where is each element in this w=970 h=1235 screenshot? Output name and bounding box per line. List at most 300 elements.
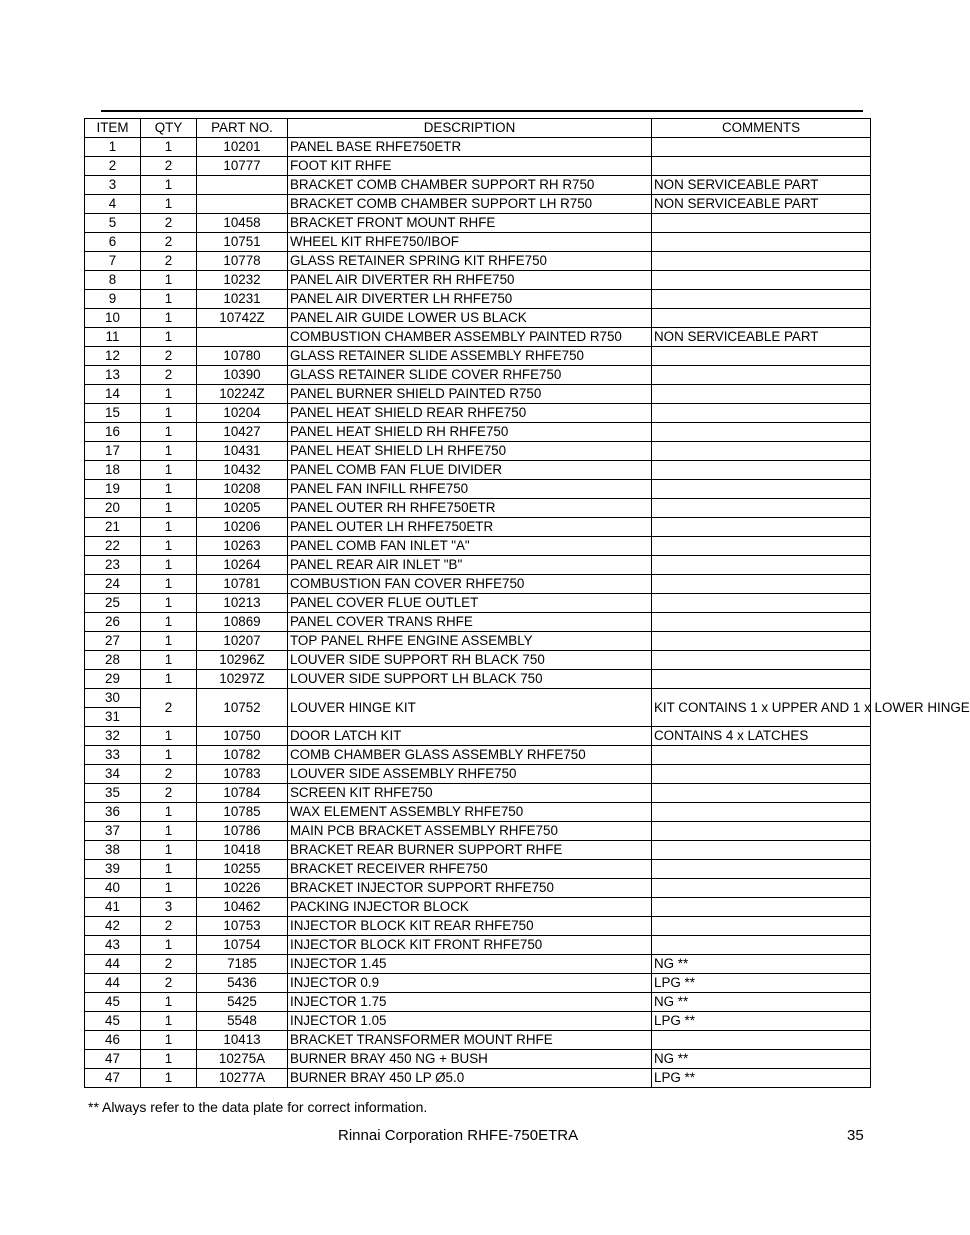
table-row xyxy=(85,195,871,214)
table-row xyxy=(85,385,871,404)
comments-cell xyxy=(652,765,871,784)
qty-cell: 1 xyxy=(141,613,197,632)
part-no-cell: 10782 xyxy=(197,746,288,765)
qty-cell: 1 xyxy=(141,632,197,651)
item-cell: 22 xyxy=(85,537,141,556)
part-no-cell: 10751 xyxy=(197,233,288,252)
item-cell: 33 xyxy=(85,746,141,765)
table-row xyxy=(85,252,871,271)
item-cell: 9 xyxy=(85,290,141,309)
item-cell: 8 xyxy=(85,271,141,290)
item-cell: 3 xyxy=(85,176,141,195)
footer-title: Rinnai Corporation RHFE-750ETRA xyxy=(338,1127,579,1144)
table-row xyxy=(85,955,871,974)
description-cell: PANEL HEAT SHIELD REAR RHFE750 xyxy=(288,404,652,423)
description-cell: PANEL HEAT SHIELD LH RHFE750 xyxy=(288,442,652,461)
description-cell: PANEL HEAT SHIELD RH RHFE750 xyxy=(288,423,652,442)
item-cell: 26 xyxy=(85,613,141,632)
part-no-cell: 5548 xyxy=(197,1012,288,1031)
description-cell: BURNER BRAY 450 LP Ø5.0 xyxy=(288,1069,652,1088)
qty-cell: 1 xyxy=(141,803,197,822)
comments-cell xyxy=(652,480,871,499)
comments-cell xyxy=(652,347,871,366)
description-cell: BRACKET TRANSFORMER MOUNT RHFE xyxy=(288,1031,652,1050)
qty-cell: 2 xyxy=(141,157,197,176)
qty-cell: 1 xyxy=(141,537,197,556)
description-cell: LOUVER SIDE SUPPORT LH BLACK 750 xyxy=(288,670,652,689)
table-row xyxy=(85,822,871,841)
table-body-merged xyxy=(85,689,970,727)
qty-cell: 1 xyxy=(141,271,197,290)
description-cell: BURNER BRAY 450 NG + BUSH xyxy=(288,1050,652,1069)
item-cell: 24 xyxy=(85,575,141,594)
qty-cell: 1 xyxy=(141,461,197,480)
comments-cell: NON SERVICEABLE PART xyxy=(652,328,871,347)
part-no-cell: 10390 xyxy=(197,366,288,385)
part-no-cell: 10777 xyxy=(197,157,288,176)
table-row xyxy=(85,480,871,499)
description-cell: LOUVER HINGE KIT xyxy=(288,689,652,727)
part-no-cell: 10780 xyxy=(197,347,288,366)
part-no-cell xyxy=(197,176,288,195)
qty-cell: 1 xyxy=(141,1050,197,1069)
item-cell: 23 xyxy=(85,556,141,575)
comments-cell: LPG ** xyxy=(652,1069,871,1088)
description-cell: PANEL COVER FLUE OUTLET xyxy=(288,594,652,613)
header-part-no: PART NO. xyxy=(197,119,288,138)
part-no-cell: 10263 xyxy=(197,537,288,556)
item-cell: 20 xyxy=(85,499,141,518)
header-description: DESCRIPTION xyxy=(288,119,652,138)
comments-cell xyxy=(652,309,871,328)
qty-cell: 1 xyxy=(141,727,197,746)
description-cell: LOUVER SIDE SUPPORT RH BLACK 750 xyxy=(288,651,652,670)
table-row xyxy=(85,537,871,556)
table-row xyxy=(85,993,871,1012)
header-qty: QTY xyxy=(141,119,197,138)
comments-cell xyxy=(652,138,871,157)
table-row xyxy=(85,157,871,176)
comments-cell xyxy=(652,803,871,822)
qty-cell: 1 xyxy=(141,309,197,328)
comments-cell xyxy=(652,290,871,309)
part-no-cell: 10264 xyxy=(197,556,288,575)
table-row xyxy=(85,233,871,252)
comments-cell xyxy=(652,936,871,955)
part-no-cell: 10786 xyxy=(197,822,288,841)
item-cell: 6 xyxy=(85,233,141,252)
comments-cell xyxy=(652,860,871,879)
part-no-cell: 10784 xyxy=(197,784,288,803)
qty-cell: 1 xyxy=(141,594,197,613)
item-cell: 10 xyxy=(85,309,141,328)
table-row xyxy=(85,214,871,233)
qty-cell: 1 xyxy=(141,499,197,518)
table-row xyxy=(85,841,871,860)
qty-cell: 1 xyxy=(141,746,197,765)
qty-cell: 2 xyxy=(141,689,197,727)
qty-cell: 1 xyxy=(141,936,197,955)
table-row xyxy=(85,347,871,366)
table-row xyxy=(85,575,871,594)
part-no-cell: 10255 xyxy=(197,860,288,879)
item-cell: 19 xyxy=(85,480,141,499)
item-cell: 35 xyxy=(85,784,141,803)
qty-cell: 1 xyxy=(141,822,197,841)
description-cell: INJECTOR BLOCK KIT REAR RHFE750 xyxy=(288,917,652,936)
top-horizontal-rule xyxy=(101,110,863,112)
part-no-cell: 10418 xyxy=(197,841,288,860)
table-row xyxy=(85,271,871,290)
item-cell: 18 xyxy=(85,461,141,480)
comments-cell: NG ** xyxy=(652,1050,871,1069)
part-no-cell: 10753 xyxy=(197,917,288,936)
comments-cell: KIT CONTAINS 1 x UPPER AND 1 x LOWER HINGE xyxy=(652,689,871,727)
description-cell: PANEL REAR AIR INLET "B" xyxy=(288,556,652,575)
qty-cell: 1 xyxy=(141,651,197,670)
qty-cell: 1 xyxy=(141,841,197,860)
item-cell: 38 xyxy=(85,841,141,860)
comments-cell xyxy=(652,423,871,442)
table-row xyxy=(85,594,871,613)
description-cell: SCREEN KIT RHFE750 xyxy=(288,784,652,803)
comments-cell xyxy=(652,898,871,917)
table-row xyxy=(85,309,871,328)
qty-cell: 1 xyxy=(141,670,197,689)
table-row xyxy=(85,328,871,347)
qty-cell: 1 xyxy=(141,518,197,537)
description-cell: WAX ELEMENT ASSEMBLY RHFE750 xyxy=(288,803,652,822)
item-cell: 44 xyxy=(85,955,141,974)
part-no-cell: 10427 xyxy=(197,423,288,442)
part-no-cell: 10277A xyxy=(197,1069,288,1088)
description-cell: LOUVER SIDE ASSEMBLY RHFE750 xyxy=(288,765,652,784)
qty-cell: 1 xyxy=(141,556,197,575)
table-body-upper xyxy=(85,138,871,689)
comments-cell xyxy=(652,233,871,252)
item-cell: 45 xyxy=(85,993,141,1012)
part-no-cell: 10431 xyxy=(197,442,288,461)
item-cell: 27 xyxy=(85,632,141,651)
item-cell: 15 xyxy=(85,404,141,423)
comments-cell xyxy=(652,632,871,651)
part-no-cell xyxy=(197,328,288,347)
table-row xyxy=(85,613,871,632)
comments-cell: LPG ** xyxy=(652,1012,871,1031)
qty-cell: 2 xyxy=(141,233,197,252)
table-row xyxy=(85,1069,871,1088)
comments-cell xyxy=(652,404,871,423)
item-cell: 25 xyxy=(85,594,141,613)
description-cell: TOP PANEL RHFE ENGINE ASSEMBLY xyxy=(288,632,652,651)
table-row xyxy=(85,556,871,575)
description-cell: PACKING INJECTOR BLOCK xyxy=(288,898,652,917)
description-cell: INJECTOR 0.9 xyxy=(288,974,652,993)
table-row xyxy=(85,461,871,480)
table-row xyxy=(85,917,871,936)
qty-cell: 2 xyxy=(141,765,197,784)
description-cell: GLASS RETAINER SPRING KIT RHFE750 xyxy=(288,252,652,271)
table-row xyxy=(85,423,871,442)
parts-table xyxy=(84,118,970,1088)
comments-cell: NG ** xyxy=(652,993,871,1012)
comments-cell xyxy=(652,841,871,860)
table-row xyxy=(85,784,871,803)
table-row xyxy=(85,879,871,898)
comments-cell xyxy=(652,442,871,461)
item-cell: 44 xyxy=(85,974,141,993)
qty-cell: 2 xyxy=(141,366,197,385)
item-cell: 14 xyxy=(85,385,141,404)
description-cell: BRACKET COMB CHAMBER SUPPORT RH R750 xyxy=(288,176,652,195)
qty-cell: 1 xyxy=(141,138,197,157)
table-row xyxy=(85,176,871,195)
comments-cell xyxy=(652,366,871,385)
table-row xyxy=(85,1012,871,1031)
part-no-cell: 10413 xyxy=(197,1031,288,1050)
comments-cell xyxy=(652,1031,871,1050)
part-no-cell: 10232 xyxy=(197,271,288,290)
comments-cell xyxy=(652,252,871,271)
page-number: 35 xyxy=(847,1127,864,1144)
table-row xyxy=(85,1031,871,1050)
item-cell: 34 xyxy=(85,765,141,784)
description-cell: MAIN PCB BRACKET ASSEMBLY RHFE750 xyxy=(288,822,652,841)
table-row xyxy=(85,290,871,309)
table-row xyxy=(85,765,871,784)
part-no-cell: 10781 xyxy=(197,575,288,594)
part-no-cell: 10742Z xyxy=(197,309,288,328)
part-no-cell: 10297Z xyxy=(197,670,288,689)
table-row xyxy=(85,746,871,765)
table-row xyxy=(85,499,871,518)
comments-cell xyxy=(652,879,871,898)
table-row xyxy=(85,898,871,917)
item-cell: 16 xyxy=(85,423,141,442)
part-no-cell: 10296Z xyxy=(197,651,288,670)
item-cell: 31 xyxy=(85,708,141,727)
item-cell: 40 xyxy=(85,879,141,898)
qty-cell: 2 xyxy=(141,974,197,993)
part-no-cell: 10462 xyxy=(197,898,288,917)
item-cell: 11 xyxy=(85,328,141,347)
part-no-cell: 10208 xyxy=(197,480,288,499)
description-cell: INJECTOR 1.45 xyxy=(288,955,652,974)
part-no-cell: 10275A xyxy=(197,1050,288,1069)
description-cell: PANEL COVER TRANS RHFE xyxy=(288,613,652,632)
description-cell: COMB CHAMBER GLASS ASSEMBLY RHFE750 xyxy=(288,746,652,765)
qty-cell: 3 xyxy=(141,898,197,917)
qty-cell: 1 xyxy=(141,480,197,499)
item-cell: 4 xyxy=(85,195,141,214)
table-row xyxy=(85,518,871,537)
comments-cell xyxy=(652,651,871,670)
qty-cell: 1 xyxy=(141,423,197,442)
comments-cell xyxy=(652,594,871,613)
description-cell: COMBUSTION CHAMBER ASSEMBLY PAINTED R750 xyxy=(288,328,652,347)
table-row xyxy=(85,651,871,670)
item-cell: 39 xyxy=(85,860,141,879)
part-no-cell: 10783 xyxy=(197,765,288,784)
part-no-cell: 10458 xyxy=(197,214,288,233)
comments-cell xyxy=(652,271,871,290)
comments-cell xyxy=(652,822,871,841)
item-cell: 12 xyxy=(85,347,141,366)
description-cell: PANEL OUTER LH RHFE750ETR xyxy=(288,518,652,537)
qty-cell: 1 xyxy=(141,575,197,594)
item-cell: 13 xyxy=(85,366,141,385)
part-no-cell xyxy=(197,195,288,214)
qty-cell: 2 xyxy=(141,917,197,936)
comments-cell xyxy=(652,157,871,176)
comments-cell xyxy=(652,575,871,594)
qty-cell: 1 xyxy=(141,385,197,404)
part-no-cell: 10224Z xyxy=(197,385,288,404)
description-cell: GLASS RETAINER SLIDE ASSEMBLY RHFE750 xyxy=(288,347,652,366)
item-cell: 37 xyxy=(85,822,141,841)
item-cell: 28 xyxy=(85,651,141,670)
part-no-cell: 10432 xyxy=(197,461,288,480)
description-cell: INJECTOR BLOCK KIT FRONT RHFE750 xyxy=(288,936,652,955)
description-cell: BRACKET COMB CHAMBER SUPPORT LH R750 xyxy=(288,195,652,214)
description-cell: INJECTOR 1.75 xyxy=(288,993,652,1012)
item-cell: 41 xyxy=(85,898,141,917)
table-row xyxy=(85,727,871,746)
comments-cell: CONTAINS 4 x LATCHES xyxy=(652,727,871,746)
qty-cell: 2 xyxy=(141,955,197,974)
item-cell: 43 xyxy=(85,936,141,955)
qty-cell: 1 xyxy=(141,860,197,879)
qty-cell: 1 xyxy=(141,879,197,898)
description-cell: BRACKET RECEIVER RHFE750 xyxy=(288,860,652,879)
part-no-cell: 10869 xyxy=(197,613,288,632)
table-row xyxy=(85,442,871,461)
description-cell: BRACKET FRONT MOUNT RHFE xyxy=(288,214,652,233)
part-no-cell: 10778 xyxy=(197,252,288,271)
description-cell: PANEL AIR DIVERTER LH RHFE750 xyxy=(288,290,652,309)
comments-cell xyxy=(652,214,871,233)
qty-cell: 2 xyxy=(141,347,197,366)
description-cell: PANEL AIR GUIDE LOWER US BLACK xyxy=(288,309,652,328)
footnote: ** Always refer to the data plate for correct information. xyxy=(88,1099,428,1115)
table-row xyxy=(85,689,871,708)
comments-cell: NON SERVICEABLE PART xyxy=(652,176,871,195)
part-no-cell: 10206 xyxy=(197,518,288,537)
qty-cell: 1 xyxy=(141,176,197,195)
comments-cell xyxy=(652,917,871,936)
part-no-cell: 10752 xyxy=(197,689,288,727)
item-cell: 36 xyxy=(85,803,141,822)
item-cell: 2 xyxy=(85,157,141,176)
comments-cell xyxy=(652,385,871,404)
item-cell: 17 xyxy=(85,442,141,461)
part-no-cell: 10207 xyxy=(197,632,288,651)
description-cell: FOOT KIT RHFE xyxy=(288,157,652,176)
table-row xyxy=(85,632,871,651)
description-cell: PANEL COMB FAN FLUE DIVIDER xyxy=(288,461,652,480)
table-header-row xyxy=(85,119,871,138)
item-cell: 30 xyxy=(85,689,141,708)
comments-cell xyxy=(652,556,871,575)
qty-cell: 1 xyxy=(141,993,197,1012)
item-cell: 46 xyxy=(85,1031,141,1050)
description-cell: PANEL BURNER SHIELD PAINTED R750 xyxy=(288,385,652,404)
description-cell: BRACKET INJECTOR SUPPORT RHFE750 xyxy=(288,879,652,898)
part-no-cell: 10750 xyxy=(197,727,288,746)
description-cell: GLASS RETAINER SLIDE COVER RHFE750 xyxy=(288,366,652,385)
part-no-cell: 10213 xyxy=(197,594,288,613)
comments-cell xyxy=(652,784,871,803)
comments-cell xyxy=(652,499,871,518)
description-cell: PANEL BASE RHFE750ETR xyxy=(288,138,652,157)
description-cell: BRACKET REAR BURNER SUPPORT RHFE xyxy=(288,841,652,860)
qty-cell: 2 xyxy=(141,214,197,233)
table-body-lower xyxy=(85,727,871,1088)
item-cell: 42 xyxy=(85,917,141,936)
comments-cell: NON SERVICEABLE PART xyxy=(652,195,871,214)
qty-cell: 1 xyxy=(141,1012,197,1031)
qty-cell: 1 xyxy=(141,404,197,423)
qty-cell: 2 xyxy=(141,252,197,271)
item-cell: 29 xyxy=(85,670,141,689)
comments-cell xyxy=(652,746,871,765)
table-row xyxy=(85,803,871,822)
comments-cell: NG ** xyxy=(652,955,871,974)
comments-cell xyxy=(652,518,871,537)
part-no-cell: 5425 xyxy=(197,993,288,1012)
item-cell: 7 xyxy=(85,252,141,271)
comments-cell: LPG ** xyxy=(652,974,871,993)
comments-cell xyxy=(652,461,871,480)
comments-cell xyxy=(652,670,871,689)
item-cell: 45 xyxy=(85,1012,141,1031)
qty-cell: 1 xyxy=(141,1031,197,1050)
table-row xyxy=(85,1050,871,1069)
description-cell: PANEL OUTER RH RHFE750ETR xyxy=(288,499,652,518)
description-cell: PANEL AIR DIVERTER RH RHFE750 xyxy=(288,271,652,290)
part-no-cell: 7185 xyxy=(197,955,288,974)
description-cell: INJECTOR 1.05 xyxy=(288,1012,652,1031)
description-cell: COMBUSTION FAN COVER RHFE750 xyxy=(288,575,652,594)
table-row xyxy=(85,138,871,157)
table-row xyxy=(85,860,871,879)
item-cell: 47 xyxy=(85,1069,141,1088)
part-no-cell: 10204 xyxy=(197,404,288,423)
part-no-cell: 10201 xyxy=(197,138,288,157)
part-no-cell: 10754 xyxy=(197,936,288,955)
table-row xyxy=(85,974,871,993)
qty-cell: 1 xyxy=(141,195,197,214)
description-cell: WHEEL KIT RHFE750/IBOF xyxy=(288,233,652,252)
comments-cell xyxy=(652,537,871,556)
header-comments: COMMENTS xyxy=(652,119,871,138)
part-no-cell: 10226 xyxy=(197,879,288,898)
description-cell: PANEL FAN INFILL RHFE750 xyxy=(288,480,652,499)
qty-cell: 1 xyxy=(141,290,197,309)
part-no-cell: 10231 xyxy=(197,290,288,309)
item-cell: 32 xyxy=(85,727,141,746)
table-row xyxy=(85,670,871,689)
table-row xyxy=(85,404,871,423)
qty-cell: 2 xyxy=(141,784,197,803)
item-cell: 47 xyxy=(85,1050,141,1069)
description-cell: PANEL COMB FAN INLET "A" xyxy=(288,537,652,556)
item-cell: 5 xyxy=(85,214,141,233)
qty-cell: 1 xyxy=(141,442,197,461)
item-cell: 21 xyxy=(85,518,141,537)
qty-cell: 1 xyxy=(141,1069,197,1088)
qty-cell: 1 xyxy=(141,328,197,347)
